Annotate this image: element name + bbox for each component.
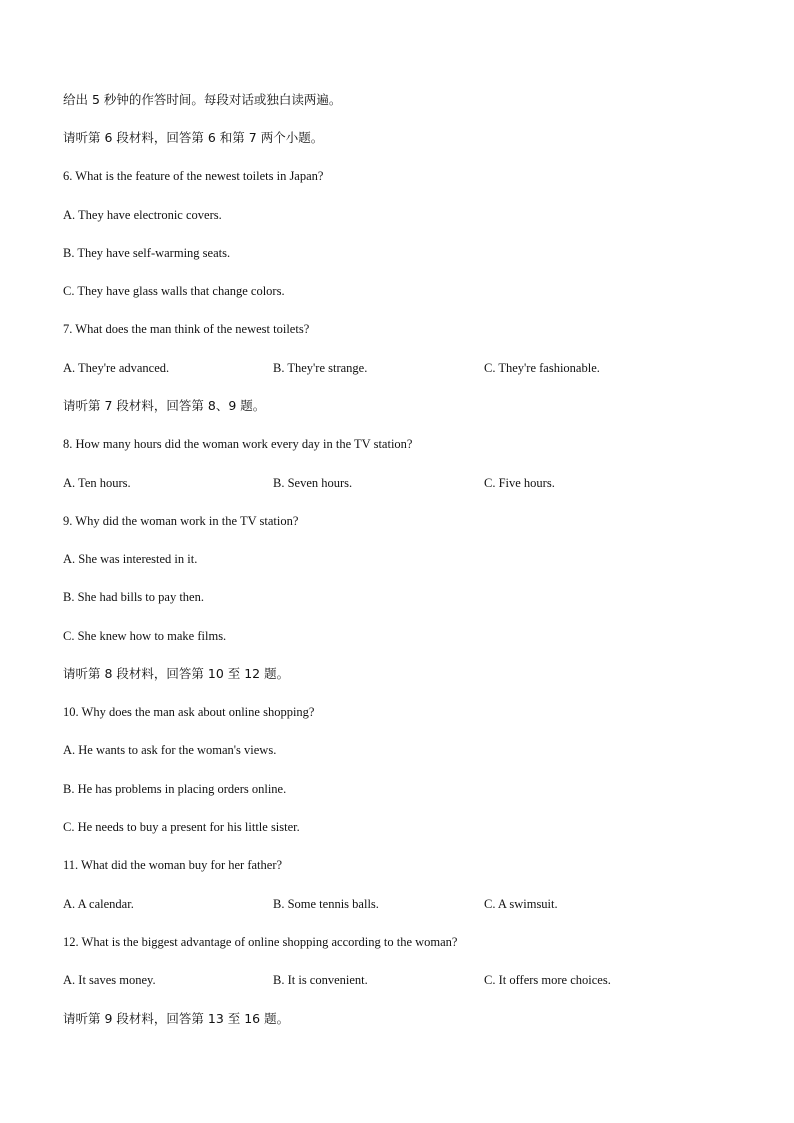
- question-7-option-a: A. They're advanced.: [63, 361, 170, 375]
- question-8: 8. How many hours did the woman work every day in the TV station?: [63, 437, 413, 451]
- question-6: 6. What is the feature of the newest toilets in Japan?: [63, 169, 324, 183]
- question-7: 7. What does the man think of the newest toilets?: [63, 322, 310, 336]
- question-12-option-c: C. It offers more choices.: [484, 973, 611, 987]
- instruction-intro: 给出 5 秒钟的作答时间。每段对话或独白读两遍。: [63, 92, 342, 107]
- question-8-option-c: C. Five hours.: [484, 476, 555, 490]
- question-10-option-a: A. He wants to ask for the woman's views.: [63, 743, 277, 757]
- question-12-option-a: A. It saves money.: [63, 973, 156, 987]
- question-12: 12. What is the biggest advantage of online shopping according to the woman?: [63, 935, 458, 949]
- question-7-option-b: B. They're strange.: [273, 361, 368, 375]
- question-11-option-a: A. A calendar.: [63, 897, 134, 911]
- question-10: 10. Why does the man ask about online shopping?: [63, 705, 315, 719]
- section-8-heading: 请听第 8 段材料，回答第 10 至 12 题。: [63, 666, 290, 681]
- question-6-option-c: C. They have glass walls that change colors.: [63, 284, 285, 298]
- question-6-option-b: B. They have self-warming seats.: [63, 246, 231, 260]
- question-9: 9. Why did the woman work in the TV station?: [63, 514, 299, 528]
- question-9-option-a: A. She was interested in it.: [63, 552, 198, 566]
- question-10-option-c: C. He needs to buy a present for his little sister.: [63, 820, 300, 834]
- question-11-option-b: B. Some tennis balls.: [273, 897, 379, 911]
- question-9-option-b: B. She had bills to pay then.: [63, 590, 204, 604]
- question-11-option-c: C. A swimsuit.: [484, 897, 558, 911]
- question-10-option-b: B. He has problems in placing orders online.: [63, 782, 287, 796]
- section-7-heading: 请听第 7 段材料，回答第 8、9 题。: [63, 398, 266, 413]
- question-6-option-a: A. They have electronic covers.: [63, 208, 222, 222]
- section-9-heading: 请听第 9 段材料，回答第 13 至 16 题。: [63, 1011, 290, 1026]
- question-9-option-c: C. She knew how to make films.: [63, 629, 227, 643]
- question-8-option-b: B. Seven hours.: [273, 476, 353, 490]
- question-12-option-b: B. It is convenient.: [273, 973, 368, 987]
- question-8-option-a: A. Ten hours.: [63, 476, 131, 490]
- section-6-heading: 请听第 6 段材料，回答第 6 和第 7 两个小题。: [63, 130, 324, 145]
- question-11: 11. What did the woman buy for her father?: [63, 858, 283, 872]
- question-7-option-c: C. They're fashionable.: [484, 361, 600, 375]
